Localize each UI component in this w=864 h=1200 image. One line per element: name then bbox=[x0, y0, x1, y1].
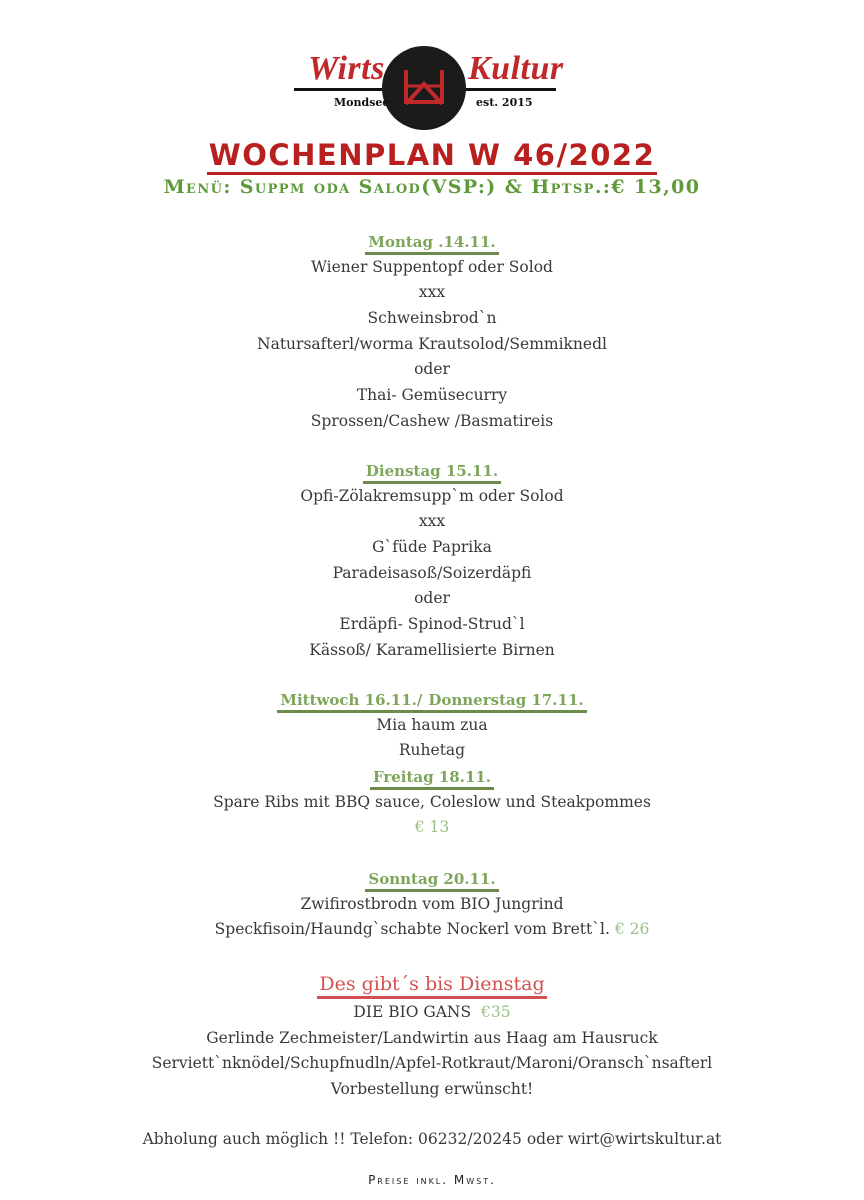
special-line: Vorbestellung erwünscht! bbox=[330, 1080, 534, 1099]
monday-line: Sprossen/Cashew /Basmatireis bbox=[310, 411, 554, 430]
monday-day-heading: Montag .14.11. bbox=[365, 232, 498, 255]
special-section bbox=[0, 970, 864, 1103]
sunday-side: Speckfisoin/Haundg`schabte Nockerl vom Brett`l. bbox=[214, 920, 610, 939]
tuesday-line: Kässoß/ Karamellisierte Birnen bbox=[309, 640, 555, 659]
monday-line: Thai- Gemüsecurry bbox=[356, 386, 508, 405]
page-title bbox=[0, 138, 864, 172]
tax-note: Preise inkl. Mwst. bbox=[368, 1173, 496, 1187]
sunday-day-heading: Sonntag 20.11. bbox=[365, 869, 498, 892]
wednesday-day-heading: Mittwoch 16.11./ bbox=[277, 690, 425, 713]
tuesday-section bbox=[0, 458, 864, 664]
monday-section bbox=[0, 229, 864, 435]
special-line: Serviett`nknödel/Schupfnudln/Apfel-Rotkraut/Maroni/Oransch`nsafterl bbox=[151, 1054, 713, 1073]
tuesday-line: xxx bbox=[418, 512, 446, 531]
monday-line: xxx bbox=[418, 283, 446, 302]
special-item-line bbox=[0, 1000, 864, 1026]
tuesday-day-heading: Dienstag 15.11. bbox=[363, 461, 501, 484]
menu-price-line: Menü: Suppm oda Salod(VSP:) & Hptsp.:€ 13,00 bbox=[163, 176, 701, 198]
logo-location: Mondsee bbox=[334, 96, 390, 109]
sunday-price: € 26 bbox=[614, 920, 650, 939]
thursday-day-heading: Donnerstag 17.11. bbox=[425, 690, 586, 713]
tuesday-line: Opfi-Zölakremsupp`m oder Solod bbox=[300, 486, 564, 505]
friday-day-heading: Freitag 18.11. bbox=[370, 767, 494, 790]
special-price: €35 bbox=[480, 1003, 511, 1021]
special-line: Gerlinde Zechmeister/Landwirtin aus Haag am Hausruck bbox=[206, 1028, 658, 1047]
logo-word-right: Kultur bbox=[468, 50, 564, 87]
logo bbox=[290, 44, 564, 132]
page-title-text: WOCHENPLAN W 46/2022 bbox=[207, 138, 658, 175]
sunday-section bbox=[0, 866, 864, 943]
sunday-dish: Zwifirostbrodn vom BIO Jungrind bbox=[300, 894, 564, 913]
wednesday-section bbox=[0, 687, 864, 764]
monday-line: Schweinsbrod`n bbox=[367, 309, 497, 328]
special-item: DIE BIO GANS bbox=[353, 1003, 472, 1021]
monday-line: Natursafterl/worma Krautsolod/Semmiknedl bbox=[257, 334, 607, 353]
friday-price: € 13 bbox=[414, 818, 450, 837]
logo-emblem-icon bbox=[382, 46, 466, 130]
tuesday-line: G`füde Paprika bbox=[372, 538, 492, 557]
special-heading: Des gibt´s bis Dienstag bbox=[317, 972, 546, 999]
tuesday-line: oder bbox=[414, 589, 450, 608]
friday-dish: Spare Ribs mit BBQ sauce, Coleslow und Steakpommes bbox=[213, 792, 651, 811]
monday-line: Wiener Suppentopf oder Solod bbox=[311, 257, 553, 276]
friday-section bbox=[0, 764, 864, 841]
contact-line: Abholung auch möglich !! Telefon: 06232/20245 oder wirt@wirtskultur.at bbox=[142, 1130, 722, 1148]
logo-word-left: Wirts bbox=[308, 50, 385, 87]
wednesday-line: Mia haum zua bbox=[376, 715, 488, 734]
monday-line: oder bbox=[414, 360, 450, 379]
logo-established: est. 2015 bbox=[476, 96, 533, 109]
sunday-side-line bbox=[0, 917, 864, 943]
tuesday-line: Paradeisasoß/Soizerdäpfi bbox=[332, 563, 532, 582]
wednesday-line: Ruhetag bbox=[398, 741, 466, 760]
tuesday-line: Erdäpfi- Spinod-Strud`l bbox=[339, 615, 525, 634]
